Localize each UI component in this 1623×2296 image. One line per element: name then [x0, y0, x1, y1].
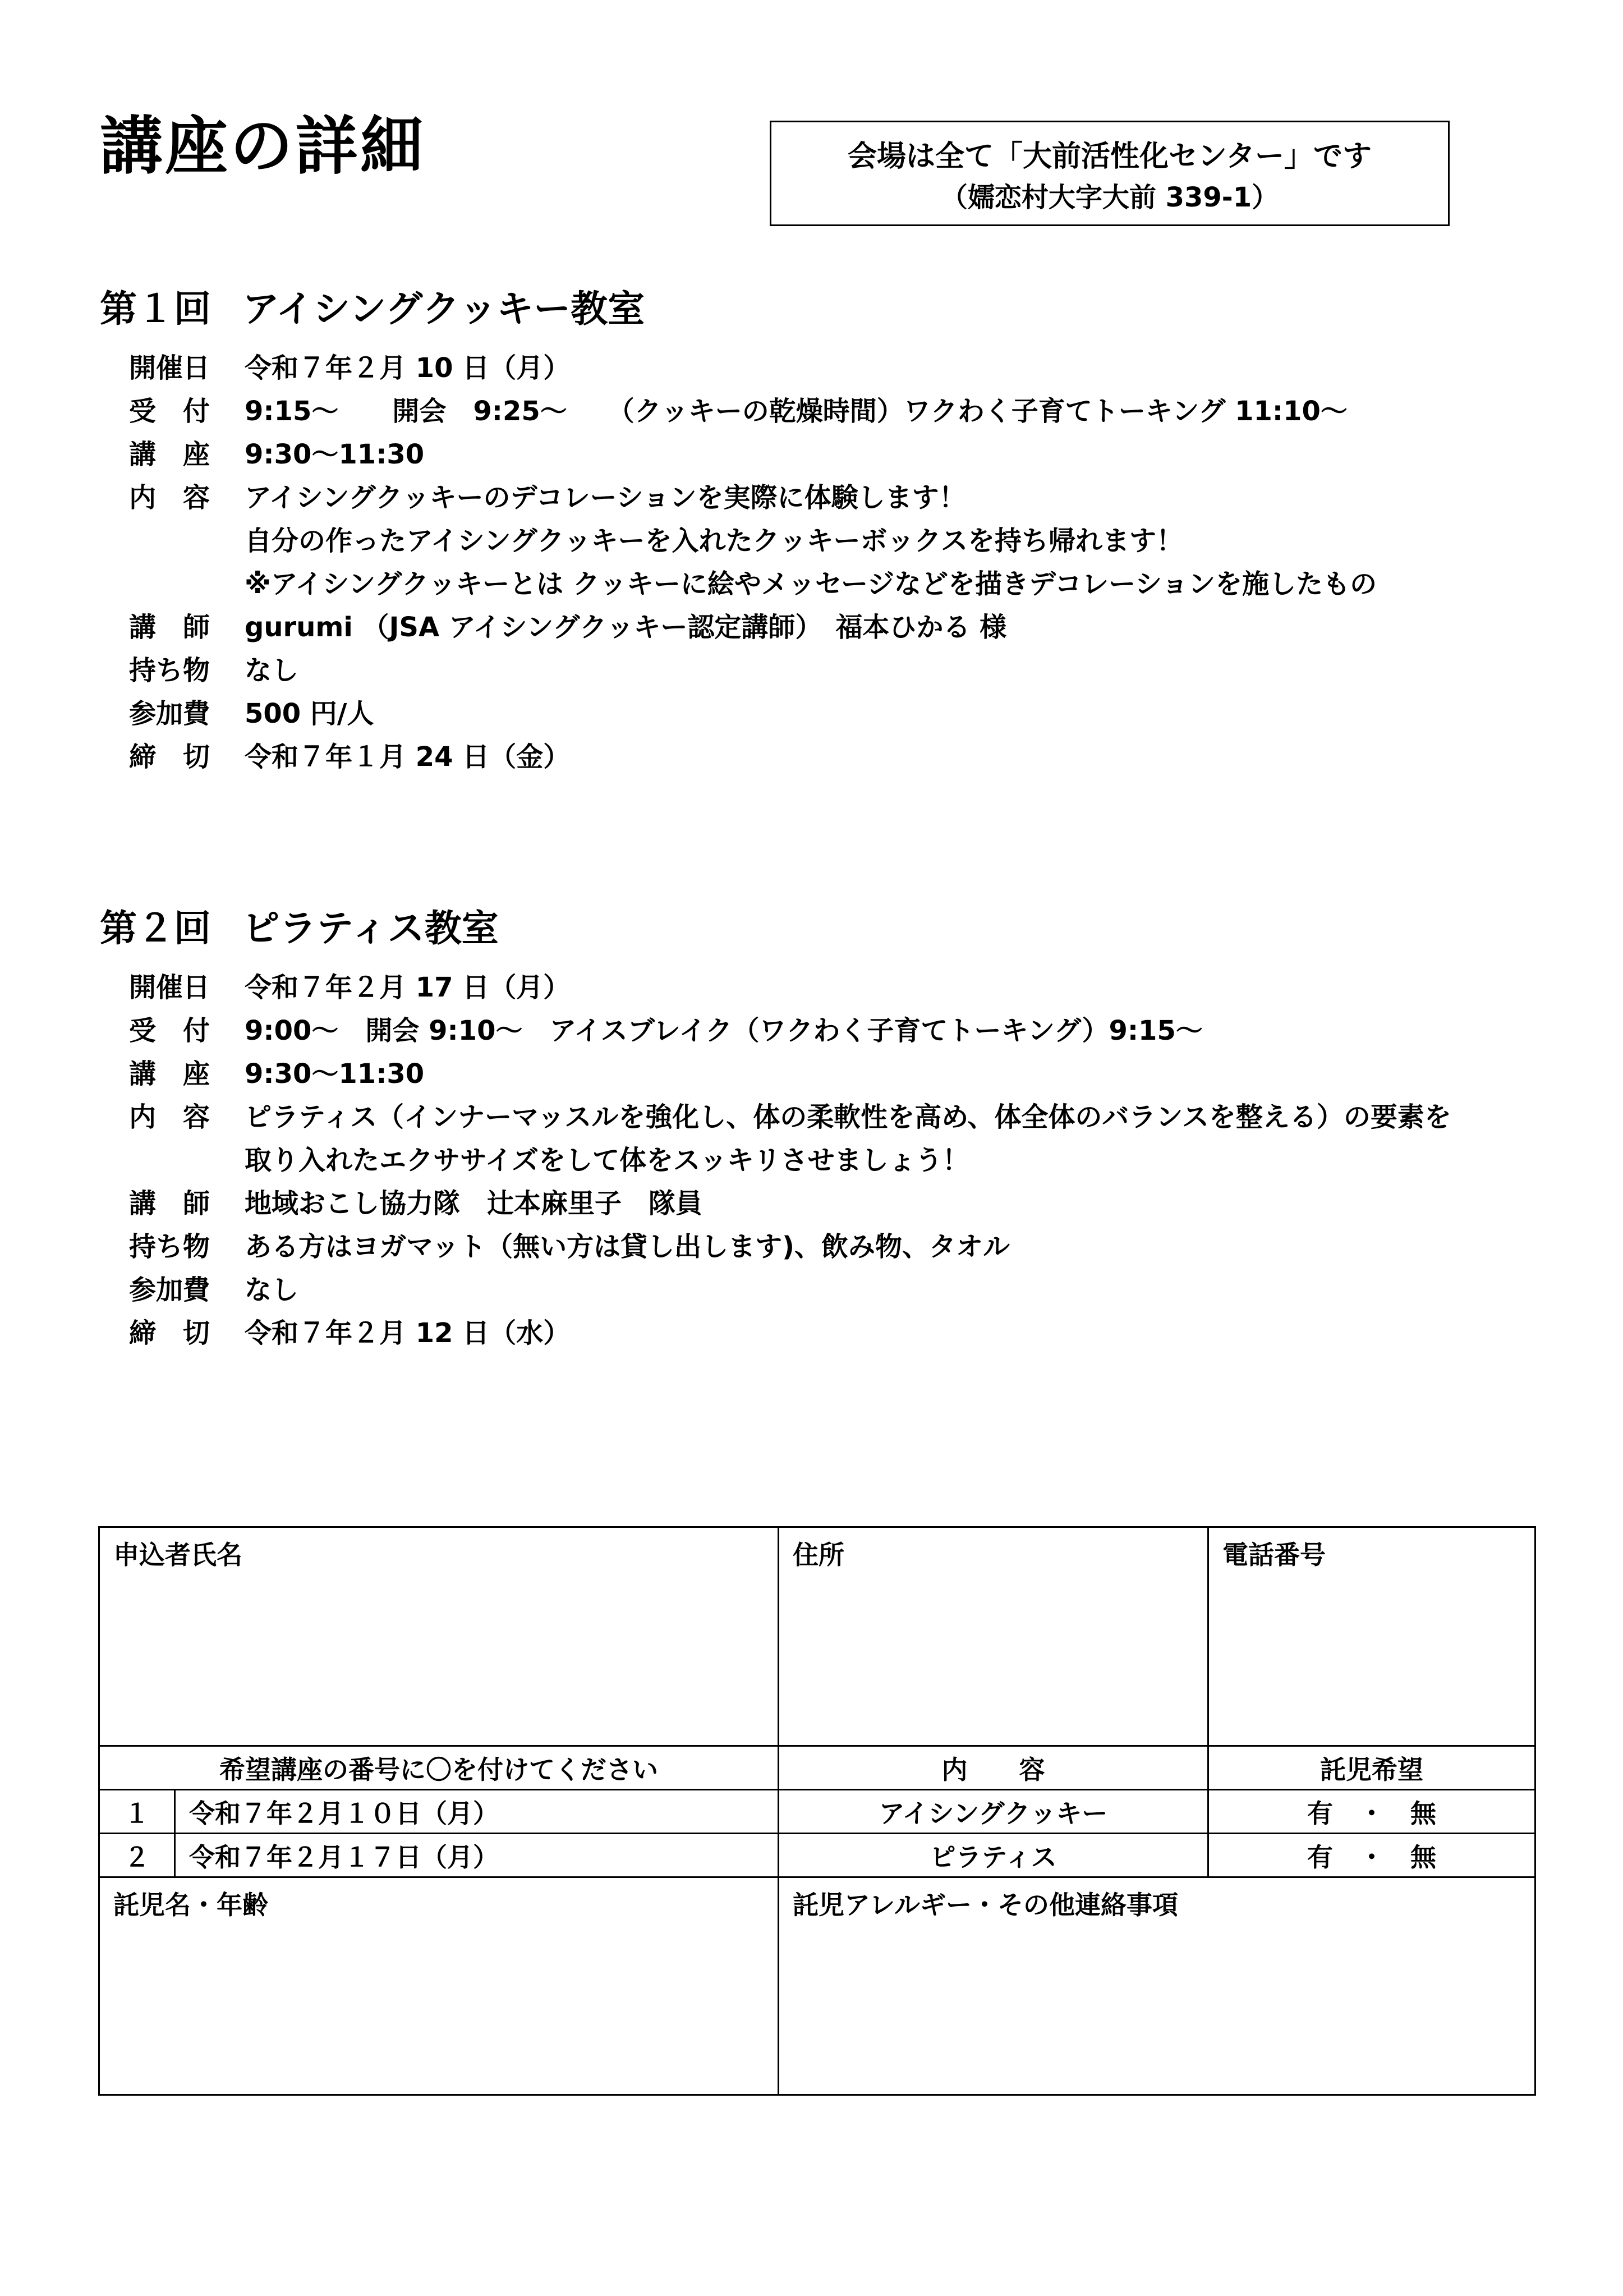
venue-address: （嬬恋村大字大前 339-1） — [940, 182, 1279, 214]
detail-row-content — [100, 1096, 1558, 1139]
application-form-table — [98, 1526, 1536, 2096]
detail-label — [100, 520, 245, 563]
course-number-cell[interactable]: ２ — [99, 1834, 175, 1877]
detail-label: 締 切 — [129, 1317, 210, 1349]
detail-row-belongings — [100, 649, 1558, 692]
detail-row-fee — [100, 692, 1558, 736]
detail-row-content-note — [100, 563, 1558, 606]
course-option-row — [99, 1790, 1535, 1834]
detail-row-reception — [100, 1009, 1558, 1053]
detail-label: 講 師 — [129, 1188, 210, 1219]
detail-value: 地域おこし協力隊 辻本麻里子 隊員 — [245, 1188, 703, 1219]
detail-value: なし — [245, 1274, 299, 1306]
venue-notice-text: 会場は全て「大前活性化センター」です — [848, 140, 1372, 173]
detail-label: 持ち物 — [129, 1231, 210, 1262]
course-content-cell: アイシングクッキー — [779, 1790, 1208, 1834]
detail-row-instructor — [100, 606, 1558, 649]
applicant-name-field[interactable] — [99, 1527, 779, 1746]
child-name-age-field[interactable] — [99, 1877, 779, 2095]
detail-label: 持ち物 — [129, 655, 210, 686]
allergy-notes-label: 託児アレルギー・その他連絡事項 — [793, 1890, 1179, 1920]
childcare-info-row — [99, 1877, 1535, 2095]
detail-label: 講 座 — [129, 1058, 210, 1090]
session-title — [100, 287, 1558, 347]
session-number: 第２回 — [100, 907, 211, 950]
detail-value: 令和７年２月 10 日（月） — [245, 352, 571, 384]
detail-label: 講 座 — [129, 439, 210, 470]
course-date-cell: 令和７年２月１７日（月） — [175, 1834, 779, 1877]
detail-row-lecture-time — [100, 433, 1558, 476]
detail-label: 参加費 — [129, 698, 210, 729]
session-1 — [100, 287, 1558, 779]
page-title: 講座の詳細 — [100, 110, 425, 183]
detail-value: 取り入れたエクササイズをして体をスッキリさせましょう！ — [245, 1145, 969, 1176]
session-number: 第１回 — [100, 287, 211, 330]
session-title — [100, 907, 1558, 966]
venue-notice-box — [770, 121, 1450, 226]
choose-course-header: 希望講座の番号に〇を付けてください — [99, 1746, 779, 1790]
applicant-name-label: 申込者氏名 — [113, 1540, 242, 1570]
applicant-info-row — [99, 1527, 1535, 1746]
detail-row-content-cont — [100, 1139, 1558, 1182]
detail-value: 令和７年１月 24 日（金） — [245, 741, 571, 773]
detail-row-lecture-time — [100, 1053, 1558, 1096]
session-name: ピラティス教室 — [242, 907, 499, 950]
detail-row-deadline — [100, 1312, 1558, 1355]
content-header: 内 容 — [779, 1746, 1208, 1790]
detail-label: 開催日 — [129, 352, 210, 384]
address-field[interactable] — [779, 1527, 1208, 1746]
detail-value: 9:00～ 開会 9:10～ アイスブレイク（ワクわく子育てトーキング）9:15～ — [245, 1015, 1203, 1046]
detail-label: 講 師 — [129, 612, 210, 643]
detail-row-instructor — [100, 1182, 1558, 1225]
detail-label — [100, 563, 245, 606]
detail-value: 500 円/人 — [245, 698, 374, 729]
detail-row-content-cont — [100, 520, 1558, 563]
detail-value: 9:30～11:30 — [245, 1058, 425, 1090]
detail-value: なし — [245, 655, 299, 686]
detail-value: 令和７年２月 17 日（月） — [245, 972, 571, 1003]
detail-row-date — [100, 347, 1558, 390]
detail-label: 受 付 — [129, 1015, 210, 1046]
detail-value: 令和７年２月 12 日（水） — [245, 1317, 571, 1349]
detail-row-belongings — [100, 1225, 1558, 1269]
course-header-row — [99, 1746, 1535, 1790]
childcare-choice-cell[interactable]: 有 ・ 無 — [1208, 1790, 1535, 1834]
detail-label: 内 容 — [129, 1101, 210, 1133]
detail-value: ピラティス（インナーマッスルを強化し、体の柔軟性を高め、体全体のバランスを整える）の要素を — [245, 1101, 1451, 1133]
detail-value: アイシングクッキーのデコレーションを実際に体験します！ — [245, 482, 966, 513]
detail-row-reception — [100, 390, 1558, 433]
detail-value: 自分の作ったアイシングクッキーを入れたクッキーボックスを持ち帰れます！ — [245, 525, 1184, 557]
address-label: 住所 — [793, 1540, 844, 1570]
childcare-choice-cell[interactable]: 有 ・ 無 — [1208, 1834, 1535, 1877]
detail-label: 締 切 — [129, 741, 210, 773]
detail-value: 9:15～ 開会 9:25～ （クッキーの乾燥時間）ワクわく子育てトーキング 11:10～ — [245, 396, 1348, 427]
detail-label: 受 付 — [129, 396, 210, 427]
course-date-cell: 令和７年２月１０日（月） — [175, 1790, 779, 1834]
detail-row-deadline — [100, 736, 1558, 779]
detail-row-content — [100, 476, 1558, 520]
detail-label: 参加費 — [129, 1274, 210, 1306]
course-number-cell[interactable]: １ — [99, 1790, 175, 1834]
detail-value: ※アイシングクッキーとは クッキーに絵やメッセージなどを描きデコレーションを施したもの — [245, 568, 1377, 600]
course-option-row — [99, 1834, 1535, 1877]
detail-label: 内 容 — [129, 482, 210, 513]
detail-label — [100, 1139, 245, 1182]
session-2 — [100, 907, 1558, 1355]
child-name-age-label: 託児名・年齢 — [113, 1890, 268, 1920]
session-name: アイシングクッキー教室 — [242, 287, 645, 330]
allergy-notes-field[interactable] — [779, 1877, 1535, 2095]
childcare-header: 託児希望 — [1208, 1746, 1535, 1790]
detail-row-date — [100, 966, 1558, 1009]
phone-label: 電話番号 — [1222, 1540, 1326, 1570]
detail-value: ある方はヨガマット（無い方は貸し出します)、飲み物、タオル — [245, 1231, 1010, 1262]
detail-value: 9:30～11:30 — [245, 439, 425, 470]
detail-row-fee — [100, 1269, 1558, 1312]
phone-field[interactable] — [1208, 1527, 1535, 1746]
detail-label: 開催日 — [129, 972, 210, 1003]
course-content-cell: ピラティス — [779, 1834, 1208, 1877]
detail-value: gurumi （JSA アイシングクッキー認定講師） 福本ひかる 様 — [245, 612, 1007, 643]
